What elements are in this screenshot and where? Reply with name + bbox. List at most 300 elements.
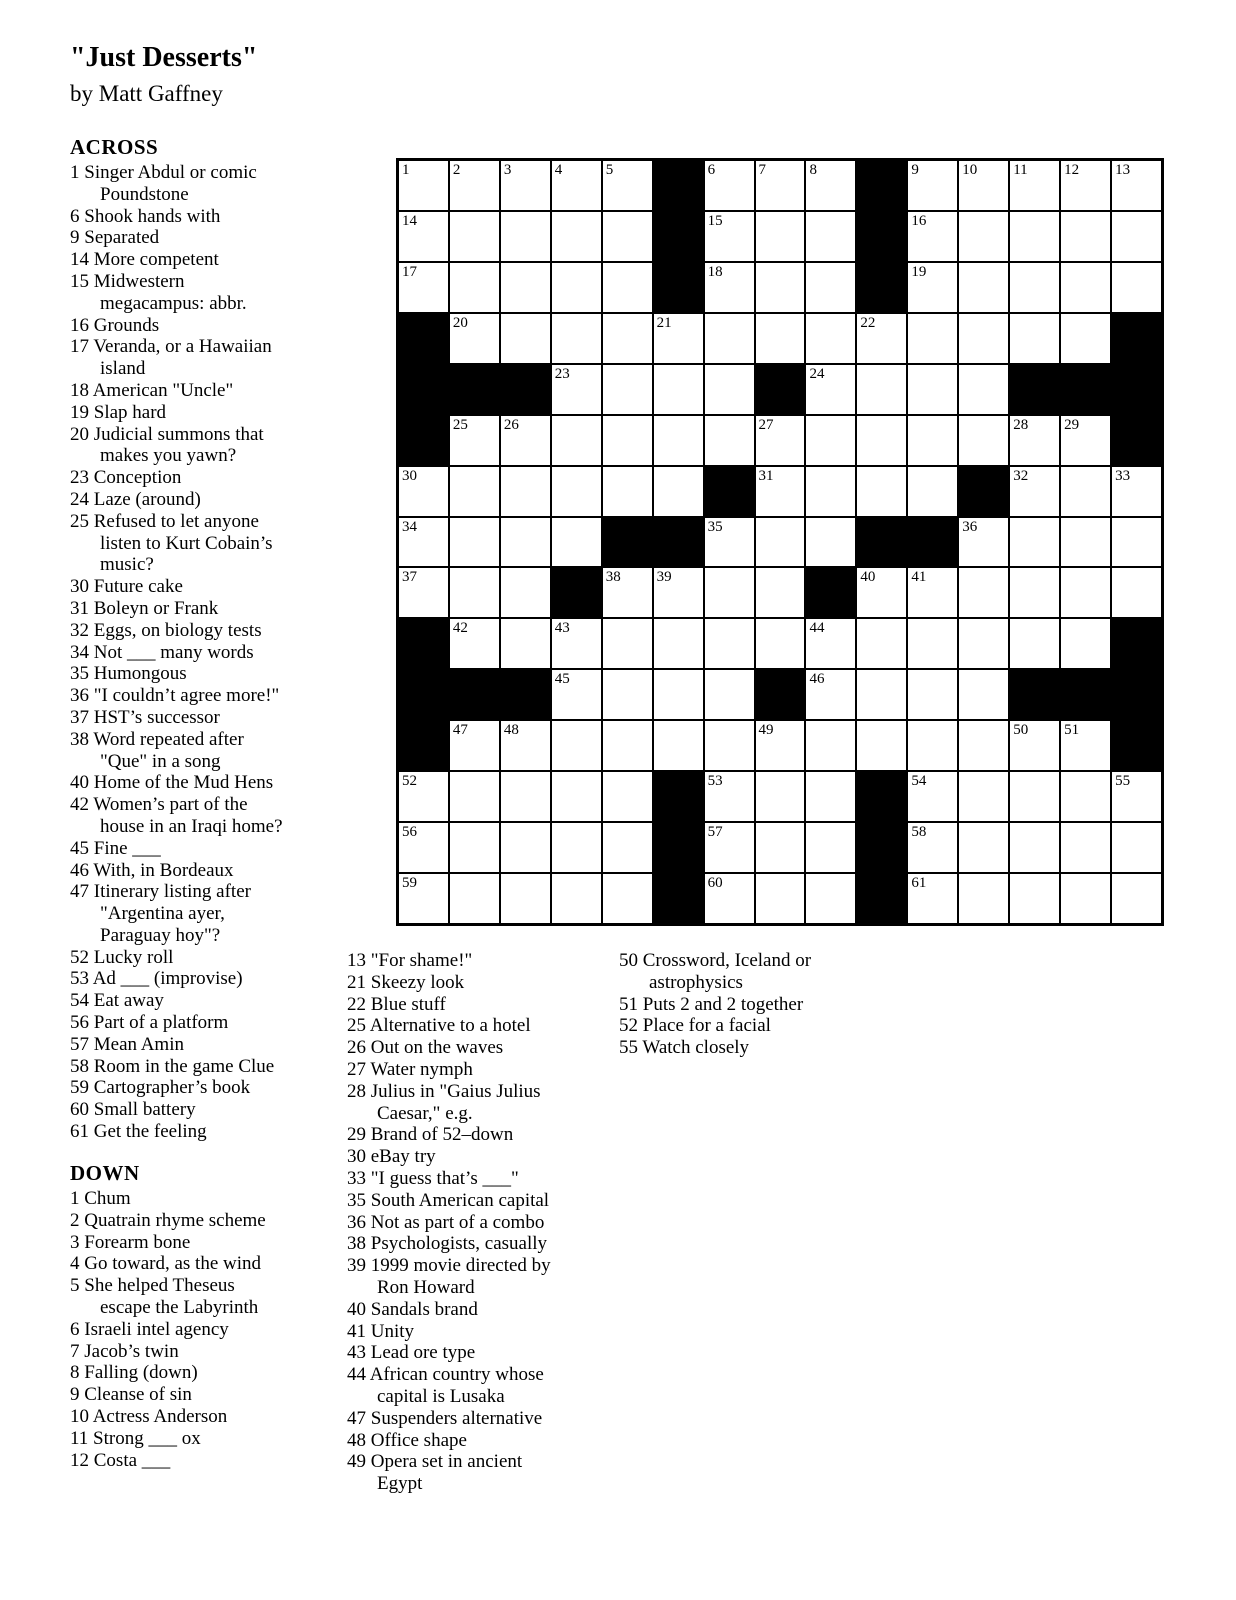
- grid-cell-r12c9[interactable]: [806, 721, 855, 770]
- clue-number: 51: [619, 993, 638, 1015]
- clue-text: Out on the waves: [370, 1037, 504, 1059]
- clue-text: Separated: [84, 227, 160, 249]
- clue-text: Alternative to a hotel: [369, 1015, 531, 1037]
- grid-cell-r9c1[interactable]: [399, 568, 448, 617]
- clue-35: [70, 663, 288, 685]
- black-square: [1061, 670, 1110, 719]
- grid-cell-r2c2[interactable]: [450, 212, 499, 261]
- grid-cell-r14c13[interactable]: [1010, 823, 1059, 872]
- clue-number: 36: [70, 685, 89, 707]
- grid-cell-r2c13[interactable]: [1010, 212, 1059, 261]
- grid-cell-r1c9[interactable]: [806, 161, 855, 210]
- grid-cell-r10c6[interactable]: [654, 619, 703, 668]
- clue-text: South American capital: [370, 1189, 550, 1211]
- grid-cell-r5c5[interactable]: [603, 365, 652, 414]
- grid-cell-r15c4[interactable]: [552, 874, 601, 923]
- clue-11: [70, 1428, 288, 1450]
- grid-cell-r6c12[interactable]: [959, 416, 1008, 465]
- black-square: [399, 365, 448, 414]
- grid-cell-r11c10[interactable]: [857, 670, 906, 719]
- clue-number: 35: [347, 1189, 366, 1211]
- grid-cell-r9c5[interactable]: [603, 568, 652, 617]
- grid-cell-r12c7[interactable]: [705, 721, 754, 770]
- grid-cell-r14c12[interactable]: [959, 823, 1008, 872]
- grid-cell-r4c9[interactable]: [806, 314, 855, 363]
- clue-number: 8: [70, 1362, 80, 1384]
- across-header: ACROSS: [70, 135, 159, 159]
- clue-35: [347, 1190, 565, 1212]
- grid-cell-r12c14[interactable]: [1061, 721, 1110, 770]
- grid-cell-r15c7[interactable]: [705, 874, 754, 923]
- grid-cell-r14c8[interactable]: [756, 823, 805, 872]
- grid-cell-r10c3[interactable]: [501, 619, 550, 668]
- grid-cell-r3c14[interactable]: [1061, 263, 1110, 312]
- clue-number: 47: [347, 1407, 366, 1429]
- grid-cell-r15c12[interactable]: [959, 874, 1008, 923]
- grid-cell-r7c11[interactable]: [908, 467, 957, 516]
- cell-number: 42: [452, 620, 468, 637]
- black-square: [857, 161, 906, 210]
- grid-cell-r10c13[interactable]: [1010, 619, 1059, 668]
- clue-9: [70, 1384, 288, 1406]
- grid-cell-r5c9[interactable]: [806, 365, 855, 414]
- grid-cell-r7c6[interactable]: [654, 467, 703, 516]
- grid-cell-r13c13[interactable]: [1010, 772, 1059, 821]
- clue-number: 38: [347, 1233, 366, 1255]
- clue-12: [70, 1450, 288, 1472]
- grid-cell-r5c10[interactable]: [857, 365, 906, 414]
- grid-cell-r2c7[interactable]: [705, 212, 754, 261]
- clue-52: [70, 947, 288, 969]
- grid-cell-r1c1[interactable]: [399, 161, 448, 210]
- grid-cell-r8c14[interactable]: [1061, 518, 1110, 567]
- grid-cell-r12c4[interactable]: [552, 721, 601, 770]
- cell-number: 53: [707, 773, 723, 790]
- grid-cell-r3c1[interactable]: [399, 263, 448, 312]
- grid-cell-r7c10[interactable]: [857, 467, 906, 516]
- black-square: [857, 874, 906, 923]
- grid-cell-r6c10[interactable]: [857, 416, 906, 465]
- grid-cell-r10c5[interactable]: [603, 619, 652, 668]
- clue-text: Forearm bone: [84, 1231, 191, 1253]
- down-clue-list-right-column: [619, 950, 837, 1059]
- down-section: [70, 1162, 288, 1471]
- black-square: [552, 568, 601, 617]
- grid-cell-r4c5[interactable]: [603, 314, 652, 363]
- black-square: [654, 518, 703, 567]
- clue-21: [347, 972, 565, 994]
- clue-number: 17: [70, 336, 89, 358]
- grid-cell-r14c15[interactable]: [1112, 823, 1161, 872]
- cell-number: 25: [452, 416, 468, 433]
- grid-cell-r12c11[interactable]: [908, 721, 957, 770]
- grid-cell-r2c8[interactable]: [756, 212, 805, 261]
- grid-cell-r3c4[interactable]: [552, 263, 601, 312]
- across-section: [70, 136, 288, 1143]
- grid-cell-r13c5[interactable]: [603, 772, 652, 821]
- grid-cell-r6c9[interactable]: [806, 416, 855, 465]
- grid-cell-r4c8[interactable]: [756, 314, 805, 363]
- grid-cell-r8c8[interactable]: [756, 518, 805, 567]
- grid-cell-r9c2[interactable]: [450, 568, 499, 617]
- grid-cell-r8c13[interactable]: [1010, 518, 1059, 567]
- grid-cell-r11c7[interactable]: [705, 670, 754, 719]
- grid-cell-r2c4[interactable]: [552, 212, 601, 261]
- grid-cell-r4c7[interactable]: [705, 314, 754, 363]
- grid-cell-r9c10[interactable]: [857, 568, 906, 617]
- grid-cell-r3c5[interactable]: [603, 263, 652, 312]
- clue-number: 21: [347, 971, 366, 993]
- grid-cell-r12c13[interactable]: [1010, 721, 1059, 770]
- grid-cell-r11c4[interactable]: [552, 670, 601, 719]
- cell-number: 8: [809, 162, 817, 178]
- clue-text: Blue stuff: [370, 993, 446, 1015]
- clue-32: [70, 620, 288, 642]
- grid-cell-r10c7[interactable]: [705, 619, 754, 668]
- black-square: [654, 212, 703, 261]
- clue-number: 14: [70, 249, 89, 271]
- grid-cell-r1c8[interactable]: [756, 161, 805, 210]
- grid-cell-r13c11[interactable]: [908, 772, 957, 821]
- grid-cell-r11c11[interactable]: [908, 670, 957, 719]
- cell-number: 47: [452, 722, 468, 739]
- clue-59: [70, 1077, 288, 1099]
- grid-cell-r3c3[interactable]: [501, 263, 550, 312]
- cell-number: 46: [809, 671, 825, 688]
- grid-cell-r6c5[interactable]: [603, 416, 652, 465]
- clue-61: [70, 1121, 288, 1143]
- clue-3: [70, 1232, 288, 1254]
- clue-30: [347, 1146, 565, 1168]
- cell-number: 13: [1115, 162, 1131, 178]
- cell-number: 41: [911, 569, 927, 586]
- cell-number: 11: [1013, 162, 1028, 178]
- grid-cell-r11c12[interactable]: [959, 670, 1008, 719]
- grid-cell-r4c11[interactable]: [908, 314, 957, 363]
- black-square: [1010, 365, 1059, 414]
- clue-15: [70, 271, 288, 315]
- clue-number: 60: [70, 1099, 89, 1121]
- grid-cell-r1c11[interactable]: [908, 161, 957, 210]
- grid-cell-r1c5[interactable]: [603, 161, 652, 210]
- cell-number: 50: [1013, 722, 1029, 739]
- grid-cell-r15c2[interactable]: [450, 874, 499, 923]
- grid-cell-r3c13[interactable]: [1010, 263, 1059, 312]
- clue-number: 40: [70, 772, 89, 794]
- grid-cell-r12c2[interactable]: [450, 721, 499, 770]
- black-square: [756, 670, 805, 719]
- grid-cell-r1c7[interactable]: [705, 161, 754, 210]
- clue-text: More competent: [93, 249, 219, 271]
- grid-cell-r6c13[interactable]: [1010, 416, 1059, 465]
- grid-cell-r14c7[interactable]: [705, 823, 754, 872]
- clue-48: [347, 1430, 565, 1452]
- clue-text: Jacob’s twin: [84, 1340, 179, 1362]
- grid-cell-r5c12[interactable]: [959, 365, 1008, 414]
- grid-cell-r15c13[interactable]: [1010, 874, 1059, 923]
- grid-cell-r3c8[interactable]: [756, 263, 805, 312]
- clue-text: "For shame!": [370, 950, 473, 971]
- grid-cell-r12c10[interactable]: [857, 721, 906, 770]
- cell-number: 57: [707, 824, 723, 841]
- grid-cell-r9c3[interactable]: [501, 568, 550, 617]
- grid-cell-r9c15[interactable]: [1112, 568, 1161, 617]
- grid-cell-r10c2[interactable]: [450, 619, 499, 668]
- clue-36: [70, 685, 288, 707]
- grid-cell-r1c12[interactable]: [959, 161, 1008, 210]
- grid-cell-r14c3[interactable]: [501, 823, 550, 872]
- grid-cell-r9c14[interactable]: [1061, 568, 1110, 617]
- grid-cell-r14c9[interactable]: [806, 823, 855, 872]
- grid-cell-r7c8[interactable]: [756, 467, 805, 516]
- grid-cell-r11c6[interactable]: [654, 670, 703, 719]
- grid-cell-r1c14[interactable]: [1061, 161, 1110, 210]
- clue-text: Suspenders alternative: [370, 1407, 543, 1429]
- grid-cell-r9c7[interactable]: [705, 568, 754, 617]
- grid-cell-r9c8[interactable]: [756, 568, 805, 617]
- grid-cell-r12c5[interactable]: [603, 721, 652, 770]
- grid-cell-r2c14[interactable]: [1061, 212, 1110, 261]
- grid-cell-r12c3[interactable]: [501, 721, 550, 770]
- black-square: [399, 670, 448, 719]
- clue-37: [70, 707, 288, 729]
- black-square: [1061, 365, 1110, 414]
- grid-cell-r4c14[interactable]: [1061, 314, 1110, 363]
- grid-cell-r4c12[interactable]: [959, 314, 1008, 363]
- grid-cell-r6c3[interactable]: [501, 416, 550, 465]
- clue-text: Water nymph: [370, 1058, 473, 1080]
- grid-cell-r14c2[interactable]: [450, 823, 499, 872]
- grid-cell-r4c13[interactable]: [1010, 314, 1059, 363]
- cell-number: 5: [605, 162, 614, 178]
- clue-number: 13: [347, 950, 366, 971]
- grid-cell-r13c15[interactable]: [1112, 772, 1161, 821]
- grid-cell-r8c3[interactable]: [501, 518, 550, 567]
- grid-cell-r7c13[interactable]: [1010, 467, 1059, 516]
- grid-cell-r2c15[interactable]: [1112, 212, 1161, 261]
- clue-39: [347, 1255, 565, 1299]
- grid-cell-r10c12[interactable]: [959, 619, 1008, 668]
- grid-cell-r2c9[interactable]: [806, 212, 855, 261]
- grid-cell-r4c3[interactable]: [501, 314, 550, 363]
- grid-cell-r10c9[interactable]: [806, 619, 855, 668]
- clue-text: Itinerary listing after "Argentina ayer, Paraguay hoy"?: [93, 881, 251, 946]
- grid-cell-r14c11[interactable]: [908, 823, 957, 872]
- grid-cell-r10c10[interactable]: [857, 619, 906, 668]
- clue-text: Unity: [370, 1320, 415, 1342]
- grid-cell-r13c14[interactable]: [1061, 772, 1110, 821]
- grid-cell-r15c9[interactable]: [806, 874, 855, 923]
- grid-cell-r11c5[interactable]: [603, 670, 652, 719]
- clue-number: 46: [70, 859, 89, 881]
- grid-cell-r1c4[interactable]: [552, 161, 601, 210]
- cell-number: 32: [1013, 467, 1029, 484]
- grid-cell-r7c15[interactable]: [1112, 467, 1161, 516]
- black-square: [654, 823, 703, 872]
- cell-number: 56: [402, 824, 417, 841]
- clue-text: Eggs, on biology tests: [93, 619, 262, 641]
- cell-number: 6: [707, 162, 716, 178]
- black-square: [654, 161, 703, 210]
- grid-cell-r7c9[interactable]: [806, 467, 855, 516]
- cell-number: 59: [402, 875, 417, 892]
- down-header: DOWN: [70, 1161, 140, 1185]
- cell-number: 37: [402, 569, 417, 586]
- clue-34: [70, 642, 288, 664]
- clue-number: 35: [70, 663, 89, 685]
- grid-cell-r10c14[interactable]: [1061, 619, 1110, 668]
- grid-cell-r10c8[interactable]: [756, 619, 805, 668]
- clue-number: 24: [70, 488, 89, 510]
- grid-cell-r6c7[interactable]: [705, 416, 754, 465]
- grid-cell-r10c11[interactable]: [908, 619, 957, 668]
- grid-cell-r15c5[interactable]: [603, 874, 652, 923]
- grid-cell-r1c2[interactable]: [450, 161, 499, 210]
- grid-cell-r7c2[interactable]: [450, 467, 499, 516]
- grid-cell-r14c4[interactable]: [552, 823, 601, 872]
- grid-cell-r1c3[interactable]: [501, 161, 550, 210]
- clue-text: Place for a facial: [642, 1015, 771, 1037]
- clue-number: 3: [70, 1231, 80, 1253]
- grid-cell-r6c2[interactable]: [450, 416, 499, 465]
- grid-cell-r8c1[interactable]: [399, 518, 448, 567]
- grid-cell-r13c12[interactable]: [959, 772, 1008, 821]
- grid-cell-r13c9[interactable]: [806, 772, 855, 821]
- grid-cell-r4c4[interactable]: [552, 314, 601, 363]
- grid-cell-r15c1[interactable]: [399, 874, 448, 923]
- clue-number: 25: [347, 1015, 366, 1037]
- grid-cell-r3c2[interactable]: [450, 263, 499, 312]
- grid-cell-r5c4[interactable]: [552, 365, 601, 414]
- grid-cell-r12c6[interactable]: [654, 721, 703, 770]
- grid-cell-r3c9[interactable]: [806, 263, 855, 312]
- grid-cell-r8c4[interactable]: [552, 518, 601, 567]
- grid-cell-r6c4[interactable]: [552, 416, 601, 465]
- clue-number: 27: [347, 1058, 366, 1080]
- grid-cell-r6c6[interactable]: [654, 416, 703, 465]
- grid-cell-r13c8[interactable]: [756, 772, 805, 821]
- clue-number: 45: [70, 837, 89, 859]
- grid-cell-r1c13[interactable]: [1010, 161, 1059, 210]
- clue-45: [70, 838, 288, 860]
- clue-56: [70, 1012, 288, 1034]
- grid-cell-r15c15[interactable]: [1112, 874, 1161, 923]
- clue-text: Go toward, as the wind: [84, 1253, 262, 1275]
- grid-cell-r4c10[interactable]: [857, 314, 906, 363]
- grid-cell-r15c8[interactable]: [756, 874, 805, 923]
- grid-cell-r9c11[interactable]: [908, 568, 957, 617]
- grid-cell-r8c12[interactable]: [959, 518, 1008, 567]
- grid-cell-r5c11[interactable]: [908, 365, 957, 414]
- grid-cell-r8c9[interactable]: [806, 518, 855, 567]
- grid-cell-r11c9[interactable]: [806, 670, 855, 719]
- grid-cell-r9c12[interactable]: [959, 568, 1008, 617]
- grid-cell-r9c13[interactable]: [1010, 568, 1059, 617]
- clue-number: 31: [70, 597, 89, 619]
- cell-number: 17: [402, 263, 417, 280]
- black-square: [399, 314, 448, 363]
- grid-cell-r12c8[interactable]: [756, 721, 805, 770]
- grid-cell-r3c12[interactable]: [959, 263, 1008, 312]
- grid-cell-r3c15[interactable]: [1112, 263, 1161, 312]
- black-square: [501, 365, 550, 414]
- grid-cell-r5c6[interactable]: [654, 365, 703, 414]
- grid-cell-r14c1[interactable]: [399, 823, 448, 872]
- grid-cell-r8c7[interactable]: [705, 518, 754, 567]
- grid-cell-r13c2[interactable]: [450, 772, 499, 821]
- cell-number: 20: [452, 314, 468, 331]
- grid-cell-r2c12[interactable]: [959, 212, 1008, 261]
- grid-cell-r2c5[interactable]: [603, 212, 652, 261]
- grid-cell-r3c11[interactable]: [908, 263, 957, 312]
- grid-cell-r2c1[interactable]: [399, 212, 448, 261]
- grid-cell-r8c2[interactable]: [450, 518, 499, 567]
- grid-cell-r15c14[interactable]: [1061, 874, 1110, 923]
- grid-cell-r4c2[interactable]: [450, 314, 499, 363]
- grid-cell-r14c14[interactable]: [1061, 823, 1110, 872]
- grid-cell-r7c3[interactable]: [501, 467, 550, 516]
- grid-cell-r10c4[interactable]: [552, 619, 601, 668]
- cell-number: 49: [758, 722, 774, 739]
- grid-cell-r2c3[interactable]: [501, 212, 550, 261]
- cell-number: 58: [911, 824, 927, 841]
- black-square: [501, 670, 550, 719]
- grid-cell-r4c6[interactable]: [654, 314, 703, 363]
- grid-cell-r15c3[interactable]: [501, 874, 550, 923]
- grid-cell-r8c15[interactable]: [1112, 518, 1161, 567]
- grid-cell-r9c6[interactable]: [654, 568, 703, 617]
- cell-number: 33: [1115, 467, 1131, 484]
- grid-cell-r3c7[interactable]: [705, 263, 754, 312]
- black-square: [857, 772, 906, 821]
- clue-number: 28: [347, 1080, 366, 1102]
- grid-cell-r5c7[interactable]: [705, 365, 754, 414]
- clue-text: "I guess that’s ___": [370, 1167, 519, 1189]
- grid-cell-r13c3[interactable]: [501, 772, 550, 821]
- clue-number: 49: [347, 1451, 366, 1473]
- grid-cell-r6c11[interactable]: [908, 416, 957, 465]
- clue-number: 57: [70, 1033, 89, 1055]
- grid-cell-r7c4[interactable]: [552, 467, 601, 516]
- clue-31: [70, 598, 288, 620]
- grid-cell-r6c8[interactable]: [756, 416, 805, 465]
- grid-cell-r13c1[interactable]: [399, 772, 448, 821]
- cell-number: 4: [554, 162, 563, 178]
- grid-cell-r6c14[interactable]: [1061, 416, 1110, 465]
- grid-cell-r7c1[interactable]: [399, 467, 448, 516]
- grid-cell-r7c5[interactable]: [603, 467, 652, 516]
- clue-number: 6: [70, 205, 80, 227]
- grid-cell-r14c5[interactable]: [603, 823, 652, 872]
- clue-27: [347, 1059, 565, 1081]
- clue-number: 48: [347, 1429, 366, 1451]
- grid-cell-r1c15[interactable]: [1112, 161, 1161, 210]
- grid-cell-r13c4[interactable]: [552, 772, 601, 821]
- grid-cell-r2c11[interactable]: [908, 212, 957, 261]
- clue-text: Chum: [84, 1188, 131, 1209]
- clue-19: [70, 402, 288, 424]
- cell-number: 39: [656, 569, 672, 586]
- clue-number: 36: [347, 1211, 366, 1233]
- cell-number: 2: [452, 162, 461, 178]
- cell-number: 22: [860, 314, 876, 331]
- black-square: [1112, 416, 1161, 465]
- grid-cell-r15c11[interactable]: [908, 874, 957, 923]
- grid-cell-r12c12[interactable]: [959, 721, 1008, 770]
- grid-cell-r13c7[interactable]: [705, 772, 754, 821]
- grid-cell-r7c14[interactable]: [1061, 467, 1110, 516]
- clue-text: American "Uncle": [92, 379, 234, 401]
